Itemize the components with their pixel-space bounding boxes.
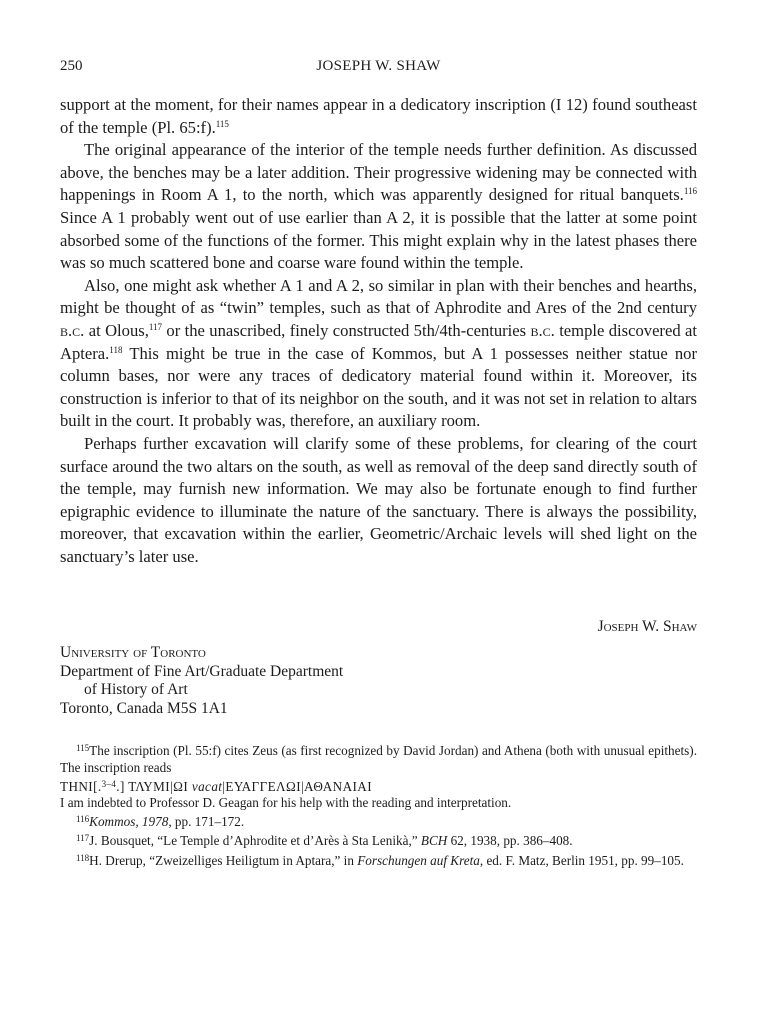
footnote-number: 116 — [76, 814, 90, 825]
footnote-book-title: Forschungen auf Kreta — [357, 852, 480, 868]
paragraph-3-text-e: This might be true in the case of Kommos, but A 1 possesses neither statue nor column bases, nor were any traces of dedicatory material found within it. Moreover, its construction is inferior to that of its neighbor on the south, and it was not set in relation to altars built in the court. It probably was, therefore, an auxiliary room. — [60, 343, 697, 431]
page — [60, 58, 697, 869]
era-abbrev: b.c. — [530, 320, 555, 340]
running-head: JOSEPH W. SHAW — [316, 58, 441, 74]
paragraph-4-text: Perhaps further excavation will clarify some of these problems, for clearing of the court surface around the two altars on the south, as well as removal of the deep sand directly south of the temple, may furnish new information. We may also be fortunate enough to find further epigraphic evidence to illuminate the nature of the sanctuary. There is always the possibility, moreover, that excavation within the earlier, Geometric/Archaic levels will shed light on the sanctuary’s later use. — [60, 433, 697, 566]
paragraph-3-text-a: Also, one might ask whether A 1 and A 2, so similar in plan with their benches and hearths, might be thought of as “twin” temples, such as that of Aphrodite and Ares of the 2nd century — [60, 275, 697, 318]
footnote-number: 117 — [76, 833, 90, 844]
inscription-part: |ΕΥΑΓΓΕΛΩΙ|ΑΘΑΝΑΙΑΙ — [222, 778, 373, 794]
paragraph-3 — [60, 275, 697, 433]
affiliation-department: Department of Fine Art/Graduate Department — [60, 662, 344, 680]
affiliation-department-cont: of History of Art — [84, 681, 188, 699]
paragraph-3-text-d: temple discovered at Aptera. — [60, 320, 697, 363]
footnote-text: H. Drerup, “Zweizelliges Heiligtum in Aptara,” in — [89, 852, 358, 868]
paragraph-1-text: support at the moment, for their names appear in a dedicatory inscription (I 12) found southeast of the temple (Pl. 65:f). — [60, 95, 697, 137]
footnote-ref-116[interactable]: 116 — [683, 186, 697, 197]
footnote-text: , ed. F. Matz, Berlin 1951, pp. 99–105. — [479, 852, 684, 868]
footnote-text: 62, 1938, pp. 386–408. — [447, 833, 573, 849]
footnote-number: 115 — [76, 743, 90, 754]
footnote-ref-118[interactable]: 118 — [109, 344, 123, 355]
paragraph-2-text-b: Since A 1 probably went out of use earlier than A 2, it is possible that the latter at some point absorbed some of the functions of the former. This might explain why in the latest phases there was so much scattered bone and coarse ware found within the temple. — [60, 207, 697, 273]
footnote-text: J. Bousquet, “Le Temple d’Aphrodite et d’Arès à Sta Lenikà,” — [89, 833, 421, 849]
inscription-vacat: vacat — [191, 778, 223, 794]
paragraph-3-text-b: at Olous, — [84, 320, 149, 340]
era-abbrev: b.c. — [60, 320, 85, 340]
paragraph-1 — [60, 94, 697, 139]
footnote-ref-117[interactable]: 117 — [148, 321, 163, 332]
footnote-115-continuation: I am indebted to Professor D. Geagan for his help with the reading and interpretation. — [60, 795, 512, 811]
footnote-116 — [60, 811, 697, 830]
footnote-text: , pp. 171–172. — [168, 814, 245, 830]
body-text — [60, 94, 697, 568]
inscription-part: .] ΤΛΥΜΙ|ΩΙ — [116, 778, 192, 794]
footnote-115 — [60, 740, 697, 775]
footnote-ref-115[interactable]: 115 — [215, 118, 229, 129]
paragraph-2 — [60, 139, 697, 275]
author-affiliation — [60, 644, 697, 718]
paragraph-3-text-c: or the unascribed, finely constructed 5th/4th-centuries — [162, 320, 531, 340]
affiliation-university: University of Toronto — [60, 644, 206, 662]
footnote-journal: BCH — [420, 833, 448, 849]
footnote-number: 118 — [76, 852, 90, 863]
inscription-part: ΤΗΝΙ[. — [60, 778, 102, 794]
paragraph-2-text-a: The original appearance of the interior of the temple needs further definition. As discussed above, the benches may be a later addition. Their progressive widening may be connected with happenings in Room A 1, to the north, which was apparently designed for ritual banquets. — [60, 140, 697, 205]
footnote-118 — [60, 850, 697, 869]
footnotes — [60, 740, 697, 868]
affiliation-address: Toronto, Canada M5S 1A1 — [60, 699, 228, 717]
footnote-117 — [60, 830, 697, 849]
footnote-text: The inscription (Pl. 55:f) cites Zeus (as first recognized by David Jordan) and Athena (both with unusual epithets). The inscription reads — [60, 743, 697, 775]
page-number: 250 — [60, 58, 83, 74]
page-header — [60, 58, 697, 84]
inscription-text — [60, 776, 697, 795]
inscription-lacuna: 3–4 — [101, 778, 117, 789]
footnote-title: Kommos, 1978 — [89, 814, 169, 830]
author-signature: Joseph W. Shaw — [597, 618, 697, 636]
paragraph-4 — [60, 433, 697, 569]
